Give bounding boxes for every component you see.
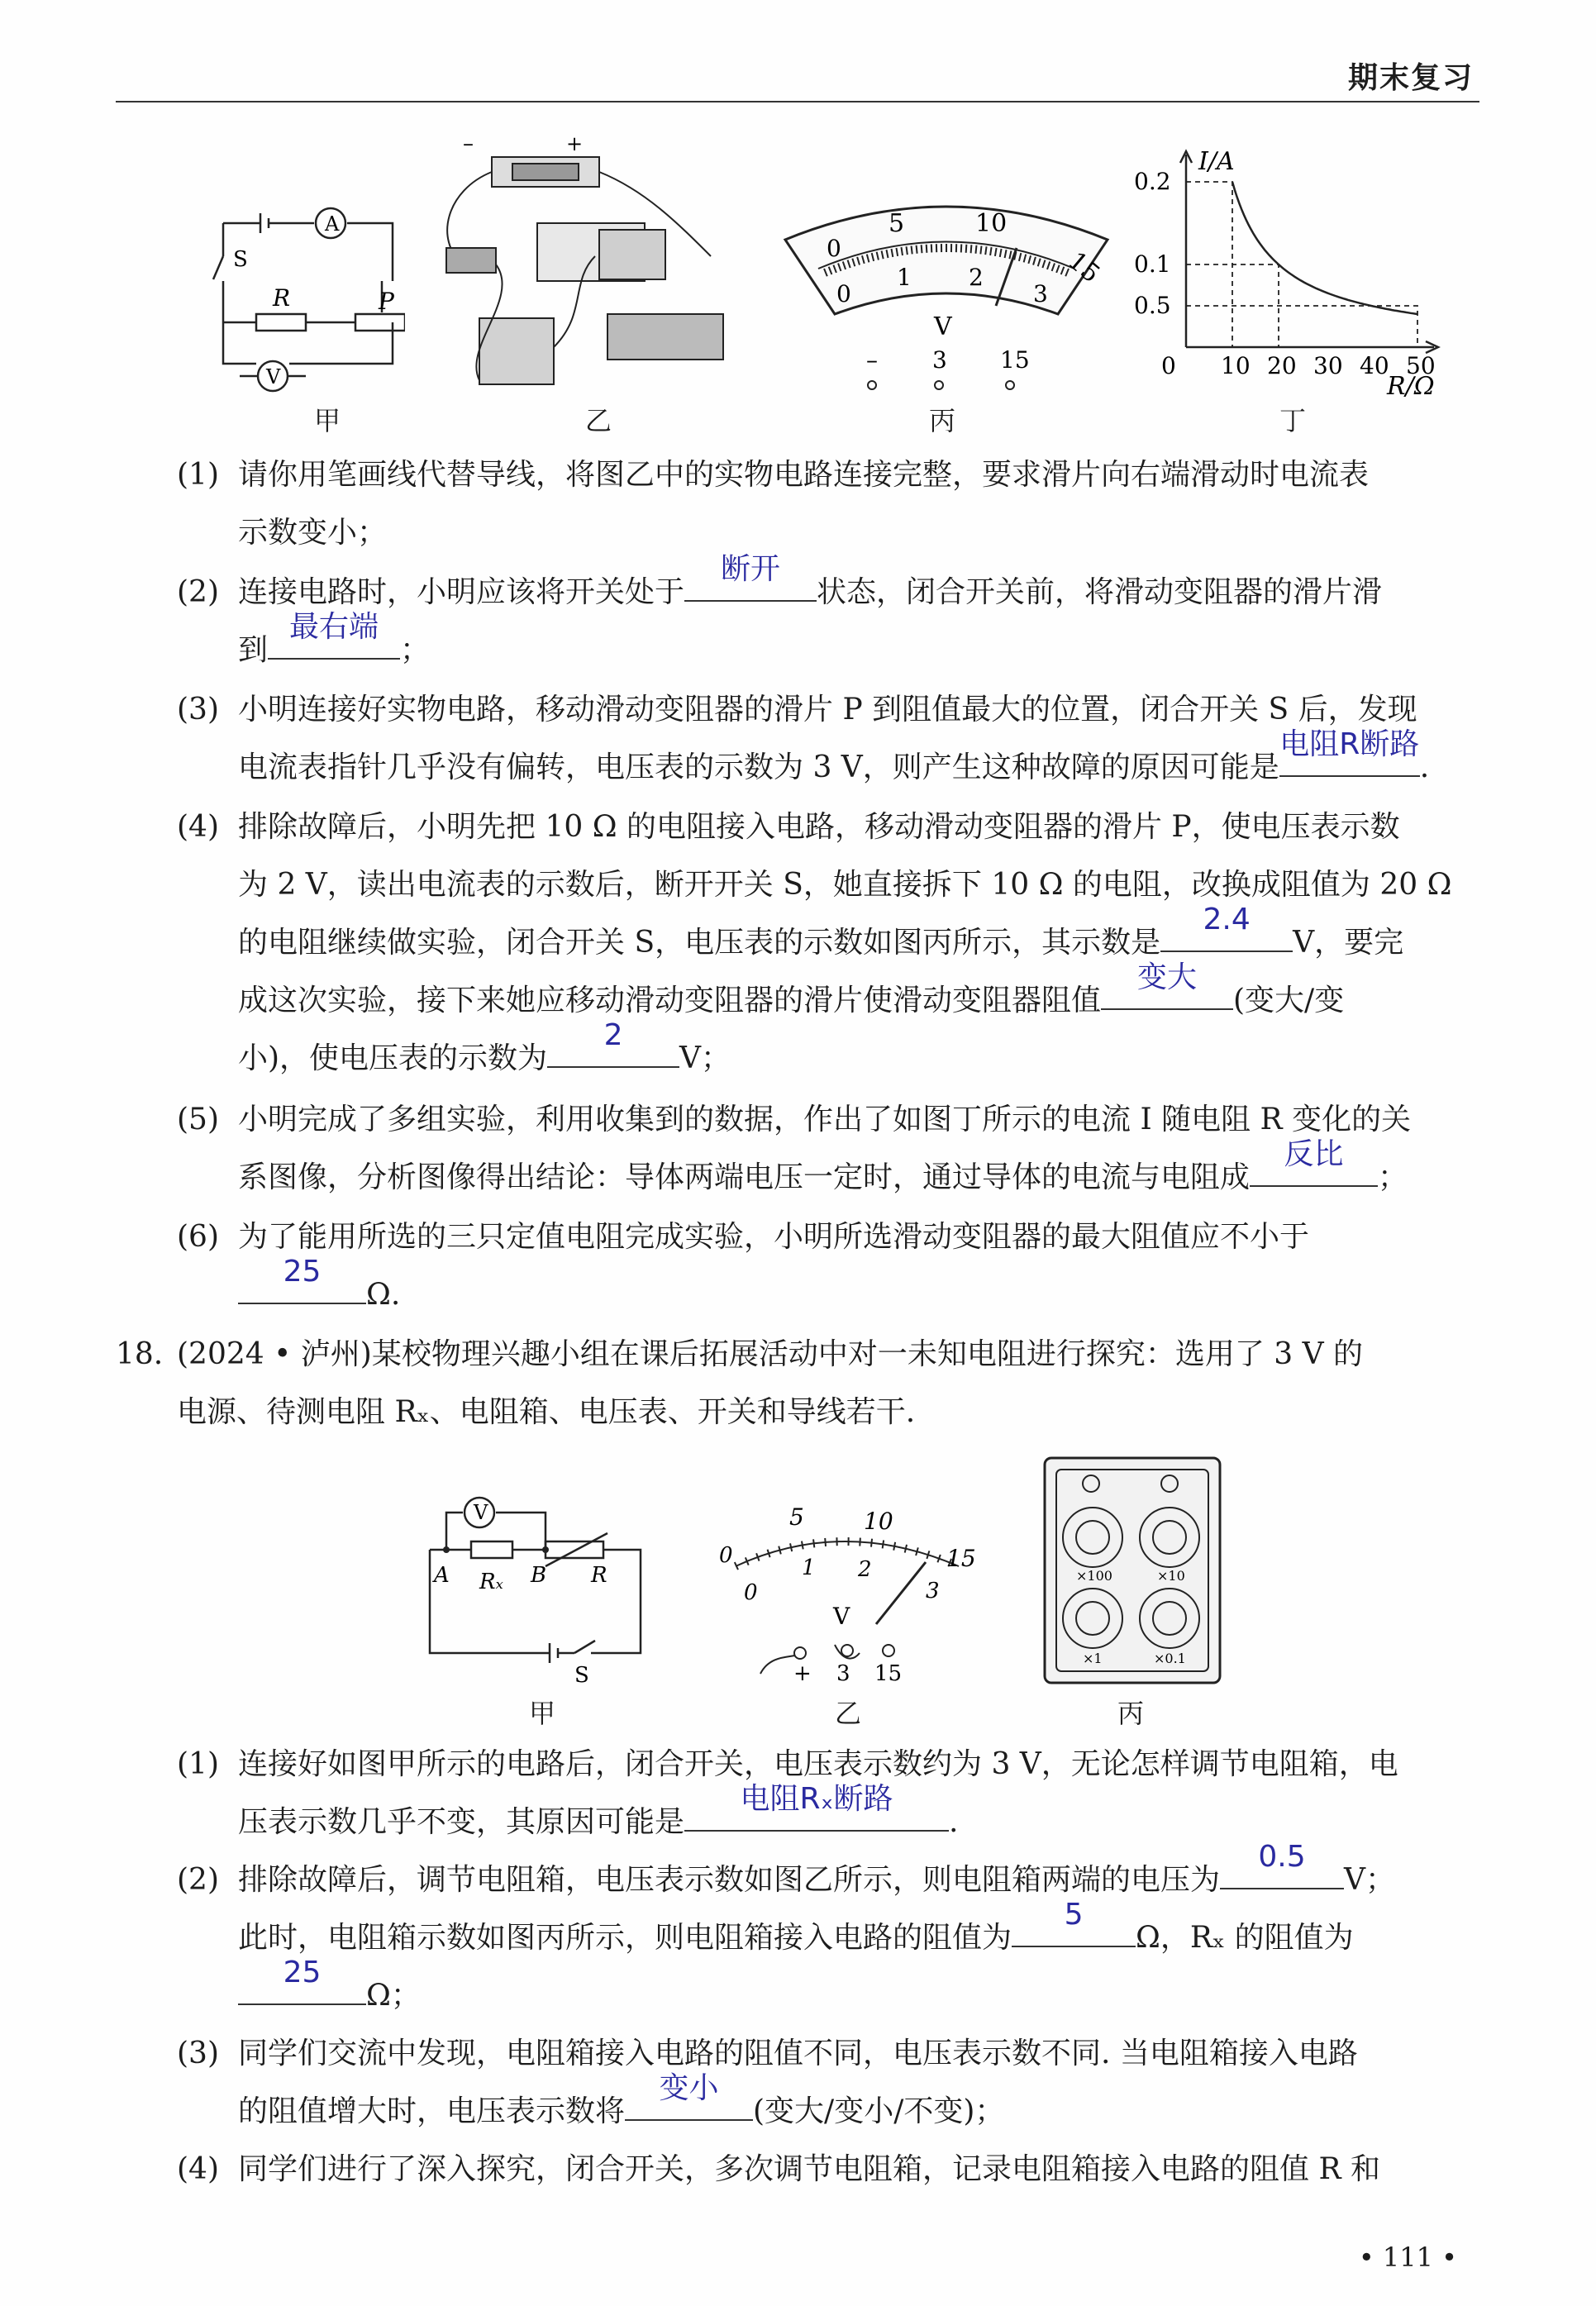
meter-bottom-0: 0 <box>836 280 851 307</box>
answer-blank: 最右端 <box>268 622 400 660</box>
resistor-label: R <box>273 284 291 312</box>
answer-blank: 变大 <box>1101 972 1233 1010</box>
answer-blank: 电阻Rₓ断路 <box>684 1794 949 1832</box>
answer-blank: 0.5 <box>1220 1851 1344 1889</box>
graph-xtick-label: 10 <box>1221 352 1251 379</box>
answer-blank: 25 <box>238 1967 366 2005</box>
voltmeter-bing <box>777 190 1116 397</box>
q18-voltmeter-yi <box>711 1500 984 1699</box>
svg-text:0: 0 <box>719 1543 733 1568</box>
graph-xtick-label: 50 <box>1406 352 1436 379</box>
terminal-15: 15 <box>1000 346 1030 374</box>
svg-text:15: 15 <box>874 1661 903 1686</box>
svg-text:3: 3 <box>926 1579 940 1603</box>
svg-text:15: 15 <box>946 1545 976 1572</box>
page-number: • 111 • <box>1358 2242 1457 2273</box>
svg-text:+: + <box>566 132 584 155</box>
answer-blank: 断开 <box>684 564 817 602</box>
graph-xtick-label: 0 <box>1161 352 1176 379</box>
answer-blank: 反比 <box>1250 1149 1378 1187</box>
q18-part2: (2) 排除故障后，调节电阻箱，电压表示数如图乙所示，则电阻箱两端的电压为 0.5 V； 此时，电阻箱示数如图丙所示，则电阻箱接入电路的阻值为 5 Ω，Rₓ 的阻值为 25 Ω； <box>177 1840 1396 2013</box>
q18-resistance-box <box>1041 1455 1223 1686</box>
caption-bing: 丙 <box>929 405 956 436</box>
svg-text:2: 2 <box>858 1557 872 1582</box>
graph-xtick-label: 30 <box>1313 352 1343 379</box>
q18-caption-bing: 丙 <box>1117 1698 1145 1729</box>
svg-text:0: 0 <box>744 1580 758 1605</box>
answer-blank: 变小 <box>625 2083 753 2121</box>
answer-blank: 5 <box>1012 1909 1136 1947</box>
svg-text:×0.1: ×0.1 <box>1154 1651 1186 1666</box>
meter-top-15: 15 <box>1062 246 1106 289</box>
switch-label: S <box>233 247 248 272</box>
answer-blank: 2 <box>547 1030 679 1068</box>
q18-rx-label: Rₓ <box>479 1570 503 1594</box>
meter-top-5: 5 <box>889 209 905 238</box>
q18-node-b: B <box>531 1563 547 1588</box>
circuit-diagram-jia <box>207 207 405 405</box>
q18-switch-label: S <box>574 1663 589 1688</box>
q17-part5: (5) 小明完成了多组实验，利用收集到的数据，作出了如图丁所示的电流 I 随电阻 R 变化的关 系图像，分析图像得出结论：导体两端电压一定时，通过导体的电流与电阻成 反比 ； <box>177 1103 1412 1194</box>
meter-unit: V <box>934 312 952 341</box>
svg-text:×100: ×100 <box>1076 1568 1112 1584</box>
q18-r-label: R <box>591 1563 607 1588</box>
svg-text:10: 10 <box>864 1508 893 1535</box>
terminal-3: 3 <box>932 346 947 374</box>
svg-text:5: 5 <box>789 1503 804 1531</box>
q18-stem: (2024 • 泸州)某校物理兴趣小组在课后拓展活动中对一未知电阻进行探究：选用了 3 V 的 电源、待测电阻 Rₓ、电阻箱、电压表、开关和导线若干. <box>177 1337 1364 1429</box>
physical-circuit-yi <box>430 132 727 413</box>
q18-voltmeter-label: V <box>474 1501 488 1524</box>
q17-part6: (6) 为了能用所选的三只定值电阻完成实验，小明所选滑动变阻器的最大阻值应不小于 25 Ω. <box>177 1220 1310 1312</box>
graph-ding <box>1132 145 1455 401</box>
svg-text:–: – <box>463 132 474 156</box>
q18-caption-yi: 乙 <box>835 1698 862 1729</box>
svg-text:+: + <box>793 1661 812 1686</box>
graph-ytick-label: 0.5 <box>1134 292 1171 319</box>
q18-node-a: A <box>434 1563 450 1588</box>
q18-part4: (4) 同学们进行了深入探究，闭合开关，多次调节电阻箱，记录电阻箱接入电路的阻值 R 和 <box>177 2152 1380 2186</box>
meter-top-0: 0 <box>827 235 841 262</box>
svg-text:×1: ×1 <box>1083 1651 1103 1666</box>
q17-part3: (3) 小明连接好实物电路，移动滑动变阻器的滑片 P 到阻值最大的位置，闭合开关 S 后，发现 电流表指针几乎没有偏转，电压表的示数为 3 V，则产生这种故障的原因可能是 电阻R断路 . <box>177 693 1430 784</box>
meter-bottom-3: 3 <box>1033 280 1048 307</box>
meter-top-10: 10 <box>975 209 1008 238</box>
q18-circuit-jia <box>422 1496 653 1694</box>
header-title: 期末复习 <box>1347 61 1474 95</box>
answer-blank: 25 <box>238 1266 366 1304</box>
svg-text:1: 1 <box>802 1556 816 1580</box>
graph-ytick-label: 0.2 <box>1134 168 1171 195</box>
graph-xlabel: R/Ω <box>1387 372 1435 401</box>
caption-jia: 甲 <box>314 405 341 436</box>
q17-part2: (2) 连接电路时，小明应该将开关处于 断开 状态，闭合开关前，将滑动变阻器的滑片滑 到 最右端 ； <box>177 552 1383 667</box>
answer-blank: 电阻R断路 <box>1279 739 1420 777</box>
q17-part1: (1) 请你用笔画线代替导线，将图乙中的实物电路连接完整，要求滑片向右端滑动时电流表 示数变小； <box>177 458 1370 550</box>
answer-blank: 2.4 <box>1160 914 1293 952</box>
graph-xtick-label: 20 <box>1267 352 1297 379</box>
caption-ding: 丁 <box>1279 405 1307 436</box>
caption-yi: 乙 <box>585 405 612 436</box>
q18-part3: (3) 同学们交流中发现，电阻箱接入电路的阻值不同，电压表示数不同. 当电阻箱接入电路 的阻值增大时，电压表示数将 变小 (变大/变小/不变)； <box>177 2037 1358 2128</box>
q18-number: 18. <box>116 1337 164 1371</box>
graph-ytick-label: 0.1 <box>1134 250 1171 278</box>
terminal-minus: – <box>866 346 878 374</box>
header-divider <box>116 101 1479 102</box>
svg-text:V: V <box>833 1603 850 1630</box>
meter-bottom-2: 2 <box>969 264 984 291</box>
graph-ylabel: I/A <box>1198 147 1235 176</box>
guide-dash <box>1186 306 1417 347</box>
svg-text:×10: ×10 <box>1157 1568 1185 1584</box>
q17-part4: (4) 排除故障后，小明先把 10 Ω 的电阻接入电路，移动滑动变阻器的滑片 P，使电压表示数 为 2 V，读出电流表的示数后，断开开关 S，她直接拆下 10 Ω 的电阻，改换成阻值为 20 Ω 的电阻继续做实验，闭合开关 S，电压表的示数如图丙所示，其示数是 2.4 V，要完 成这次实验，接下来她应移动滑动变阻器的滑片使滑动变阻器阻值 变大 (变大/变 小)，使电压表的示数为 2 V； <box>177 810 1452 1075</box>
svg-text:3: 3 <box>836 1661 850 1686</box>
slider-label: P <box>379 288 394 315</box>
meter-bottom-1: 1 <box>897 264 912 291</box>
ammeter-label: A <box>325 212 340 236</box>
voltmeter-label: V <box>266 365 281 388</box>
q18-caption-jia: 甲 <box>529 1698 556 1729</box>
graph-xtick-label: 40 <box>1360 352 1389 379</box>
i-r-curve <box>1232 182 1417 314</box>
q18-part1: (1) 连接好如图甲所示的电路后，闭合开关，电压表示数约为 3 V，无论怎样调节电阻箱，电 压表示数几乎不变，其原因可能是 电阻Rₓ断路 . <box>177 1747 1398 1839</box>
